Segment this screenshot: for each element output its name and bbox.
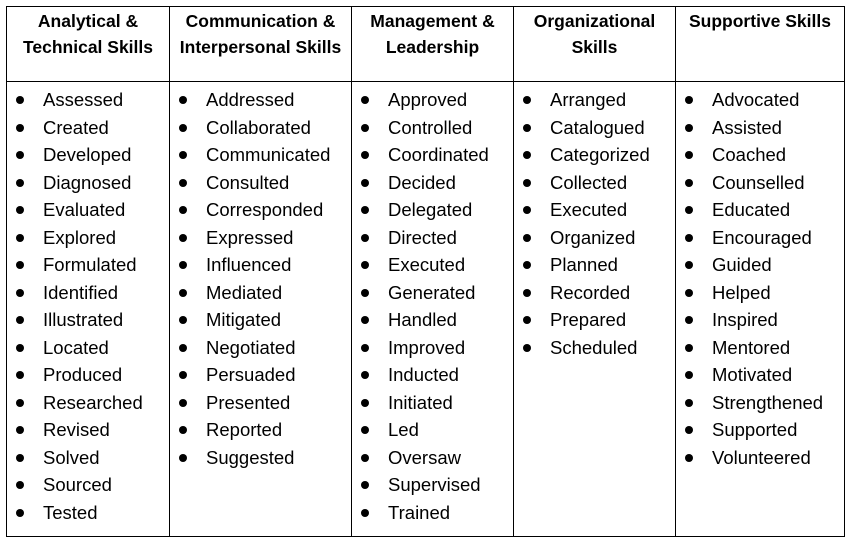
list-item-label: Categorized: [550, 144, 650, 165]
skills-table: [6, 6, 845, 537]
list-item-label: Strengthened: [712, 391, 824, 413]
column-heading-analytical: Analytical & Technical Skills: [7, 7, 170, 82]
bullet-icon: [361, 289, 369, 297]
bullet-icon: [179, 316, 187, 324]
list-item-label: Collaborated: [206, 116, 311, 138]
bullet-icon: [16, 371, 24, 379]
list-item-label: Catalogued: [550, 116, 645, 138]
list-item-label: Controlled: [388, 116, 473, 138]
bullet-icon: [523, 179, 531, 187]
list-item-label: Revised: [43, 419, 110, 440]
list-item-label: Motivated: [712, 364, 793, 385]
list-item-label: Mediated: [206, 281, 283, 303]
list-item-label: Planned: [550, 254, 618, 275]
list-item: [7, 416, 169, 444]
list-item-label: Executed: [388, 254, 466, 275]
list-item: [676, 444, 844, 472]
list-item: [352, 306, 513, 334]
bullet-icon: [361, 151, 369, 159]
list-item: [170, 416, 351, 444]
bullet-icon: [685, 454, 693, 462]
list-item: [170, 279, 351, 307]
list-item-label: Coached: [712, 144, 787, 165]
bullet-icon: [361, 234, 369, 242]
list-item-label: Identified: [43, 281, 119, 303]
bullet-icon: [179, 344, 187, 352]
bullet-icon: [16, 399, 24, 407]
bullet-icon: [523, 261, 531, 269]
bullet-icon: [523, 316, 531, 324]
list-item-label: Led: [388, 419, 419, 440]
bullet-icon: [16, 124, 24, 132]
list-item-label: Persuaded: [206, 364, 296, 385]
bullet-icon: [16, 261, 24, 269]
list-item: [7, 224, 169, 252]
bullet-icon: [523, 206, 531, 214]
list-item-label: Generated: [388, 281, 476, 303]
list-item-label: Explored: [43, 226, 117, 248]
bullet-icon: [179, 234, 187, 242]
bullet-icon: [523, 344, 531, 352]
bullet-icon: [16, 179, 24, 187]
list-item: [676, 114, 844, 142]
list-item: [7, 279, 169, 307]
list-item-label: Located: [43, 336, 109, 358]
bullet-icon: [16, 454, 24, 462]
list-item: [7, 86, 169, 114]
list-item: [514, 334, 675, 362]
column-cell-management: [352, 82, 514, 537]
list-item-label: Advocated: [712, 89, 800, 110]
list-item-label: Recorded: [550, 281, 631, 303]
list-item: [170, 196, 351, 224]
list-item-label: Collected: [550, 171, 628, 193]
bullet-icon: [361, 426, 369, 434]
list-item: [352, 141, 513, 169]
list-item: [676, 416, 844, 444]
list-item-label: Initiated: [388, 391, 453, 413]
list-item-label: Prepared: [550, 309, 627, 330]
list-item: [676, 86, 844, 114]
bullet-icon: [685, 234, 693, 242]
list-item-label: Presented: [206, 391, 291, 413]
list-item-label: Arranged: [550, 89, 627, 110]
list-item: [7, 361, 169, 389]
bullet-icon: [361, 371, 369, 379]
list-item-label: Consulted: [206, 171, 290, 193]
bullet-icon: [361, 509, 369, 517]
list-item: [7, 141, 169, 169]
list-item-label: Formulated: [43, 254, 137, 275]
list-item-label: Influenced: [206, 254, 292, 275]
list-item: [170, 224, 351, 252]
column-cell-analytical: [7, 82, 170, 537]
list-item: [352, 499, 513, 527]
list-item: [7, 471, 169, 499]
list-item: [514, 306, 675, 334]
bullet-icon: [179, 426, 187, 434]
list-item-label: Created: [43, 116, 109, 138]
bullet-icon: [685, 206, 693, 214]
list-item-label: Assessed: [43, 89, 124, 110]
list-item: [352, 86, 513, 114]
list-item: [676, 306, 844, 334]
bullet-icon: [685, 179, 693, 187]
list-item-label: Communicated: [206, 144, 331, 165]
bullet-icon: [685, 124, 693, 132]
list-item-label: Corresponded: [206, 199, 324, 220]
list-item-label: Scheduled: [550, 336, 638, 358]
list-item-label: Educated: [712, 199, 791, 220]
list-item: [352, 361, 513, 389]
list-item-label: Executed: [550, 199, 628, 220]
bullet-icon: [179, 371, 187, 379]
list-item: [676, 169, 844, 197]
list-item-label: Addressed: [206, 89, 295, 110]
list-item: [7, 389, 169, 417]
bullet-icon: [361, 206, 369, 214]
bullet-icon: [523, 124, 531, 132]
bullet-icon: [16, 151, 24, 159]
column-heading-communication: Communication & Interpersonal Skills: [170, 7, 352, 82]
list-item: [7, 306, 169, 334]
bullet-icon: [361, 344, 369, 352]
list-item-label: Reported: [206, 419, 283, 440]
bullet-icon: [179, 206, 187, 214]
list-item-label: Approved: [388, 89, 468, 110]
bullet-icon: [523, 96, 531, 104]
header-row: [7, 7, 845, 82]
bullet-icon: [361, 399, 369, 407]
bullet-icon: [685, 399, 693, 407]
skill-list-organizational: [514, 82, 675, 361]
column-heading-management: Management & Leadership: [352, 7, 514, 82]
list-item-label: Researched: [43, 391, 143, 413]
column-cell-organizational: [514, 82, 676, 537]
list-item-label: Tested: [43, 501, 98, 523]
list-item-label: Developed: [43, 144, 132, 165]
list-item: [514, 141, 675, 169]
list-item: [7, 444, 169, 472]
list-item-label: Improved: [388, 336, 466, 358]
bullet-icon: [685, 371, 693, 379]
skill-list-supportive: [676, 82, 844, 471]
list-item: [170, 141, 351, 169]
bullet-icon: [179, 124, 187, 132]
bullet-icon: [16, 509, 24, 517]
bullet-icon: [523, 289, 531, 297]
skill-list-communication: [170, 82, 351, 471]
bullet-icon: [361, 261, 369, 269]
list-item-label: Supervised: [388, 474, 481, 495]
list-item-label: Assisted: [712, 116, 782, 138]
bullet-icon: [16, 344, 24, 352]
list-item: [7, 499, 169, 527]
list-item-label: Sourced: [43, 474, 112, 495]
bullet-icon: [361, 481, 369, 489]
list-item-label: Evaluated: [43, 199, 126, 220]
list-item-label: Delegated: [388, 199, 473, 220]
list-item-label: Coordinated: [388, 144, 489, 165]
list-item: [352, 444, 513, 472]
bullet-icon: [16, 234, 24, 242]
column-heading-supportive: Supportive Skills: [676, 7, 845, 82]
list-item: [676, 224, 844, 252]
list-item: [170, 86, 351, 114]
bullet-icon: [523, 151, 531, 159]
column-cell-supportive: [676, 82, 845, 537]
list-item: [352, 224, 513, 252]
list-item: [676, 279, 844, 307]
column-cell-communication: [170, 82, 352, 537]
list-item-label: Organized: [550, 226, 636, 248]
bullet-icon: [361, 316, 369, 324]
list-item: [352, 196, 513, 224]
list-item: [352, 114, 513, 142]
list-item: [676, 389, 844, 417]
list-item: [7, 196, 169, 224]
bullet-icon: [16, 206, 24, 214]
list-item: [676, 196, 844, 224]
list-item-label: Counselled: [712, 171, 805, 193]
list-item: [170, 251, 351, 279]
list-item-label: Inducted: [388, 364, 459, 385]
list-item-label: Decided: [388, 171, 456, 193]
list-item: [170, 444, 351, 472]
bullet-icon: [179, 179, 187, 187]
list-item-label: Oversaw: [388, 446, 461, 468]
bullet-icon: [16, 96, 24, 104]
list-item: [352, 279, 513, 307]
list-item-label: Directed: [388, 226, 457, 248]
list-item: [170, 169, 351, 197]
list-item: [514, 114, 675, 142]
list-item-label: Illustrated: [43, 309, 124, 330]
list-item-label: Expressed: [206, 226, 294, 248]
bullet-icon: [16, 426, 24, 434]
list-item-label: Mitigated: [206, 309, 282, 330]
bullet-icon: [16, 316, 24, 324]
list-item: [170, 114, 351, 142]
list-item: [7, 169, 169, 197]
list-item: [170, 361, 351, 389]
bullet-icon: [361, 454, 369, 462]
bullet-icon: [179, 454, 187, 462]
bullet-icon: [16, 481, 24, 489]
bullet-icon: [685, 261, 693, 269]
list-item: [352, 389, 513, 417]
list-item: [170, 334, 351, 362]
list-item-label: Supported: [712, 419, 798, 440]
skill-list-analytical: [7, 82, 169, 526]
list-item-label: Guided: [712, 254, 772, 275]
list-item-label: Helped: [712, 281, 771, 303]
list-item: [676, 334, 844, 362]
bullet-icon: [685, 316, 693, 324]
list-item: [352, 334, 513, 362]
list-item-label: Mentored: [712, 336, 791, 358]
list-item-label: Diagnosed: [43, 171, 132, 193]
list-item-label: Encouraged: [712, 226, 812, 248]
list-item: [514, 224, 675, 252]
list-item-label: Inspired: [712, 309, 778, 330]
list-item-label: Negotiated: [206, 336, 296, 358]
list-item-label: Suggested: [206, 446, 295, 468]
list-item-label: Trained: [388, 501, 451, 523]
bullet-icon: [179, 151, 187, 159]
list-item: [352, 471, 513, 499]
list-item: [676, 361, 844, 389]
list-item: [514, 251, 675, 279]
bullet-icon: [361, 96, 369, 104]
list-item: [7, 334, 169, 362]
list-item: [170, 306, 351, 334]
bullet-icon: [179, 399, 187, 407]
list-item: [170, 389, 351, 417]
list-item: [352, 169, 513, 197]
bullet-icon: [179, 261, 187, 269]
bullet-icon: [361, 124, 369, 132]
bullet-icon: [16, 289, 24, 297]
list-item: [352, 251, 513, 279]
list-item: [514, 279, 675, 307]
bullet-icon: [361, 179, 369, 187]
list-item: [352, 416, 513, 444]
bullet-icon: [179, 96, 187, 104]
list-item: [676, 251, 844, 279]
list-item-label: Handled: [388, 309, 457, 330]
bullet-icon: [179, 289, 187, 297]
body-row: [7, 82, 845, 537]
list-item: [676, 141, 844, 169]
list-item-label: Produced: [43, 364, 123, 385]
bullet-icon: [685, 289, 693, 297]
bullet-icon: [685, 426, 693, 434]
list-item: [7, 114, 169, 142]
list-item: [514, 169, 675, 197]
bullet-icon: [685, 344, 693, 352]
skill-list-management: [352, 82, 513, 526]
list-item: [7, 251, 169, 279]
bullet-icon: [523, 234, 531, 242]
list-item-label: Solved: [43, 446, 100, 468]
list-item: [514, 86, 675, 114]
list-item: [514, 196, 675, 224]
bullet-icon: [685, 151, 693, 159]
column-heading-organizational: Organizational Skills: [514, 7, 676, 82]
bullet-icon: [685, 96, 693, 104]
list-item-label: Volunteered: [712, 446, 811, 468]
